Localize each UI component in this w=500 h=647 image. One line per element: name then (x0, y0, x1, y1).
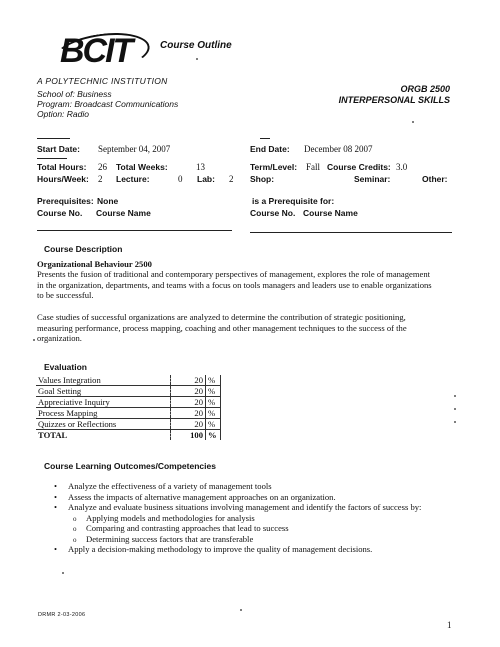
credits-label: Course Credits: (327, 162, 391, 172)
scan-speck (412, 121, 414, 123)
eval-unit: % (206, 375, 221, 386)
term-value: Fall (306, 162, 321, 172)
eval-value: 20 (171, 386, 206, 397)
scan-speck (240, 609, 242, 611)
other-label: Other: (422, 174, 448, 184)
start-date-value: September 04, 2007 (98, 144, 171, 154)
shop-label: Shop: (250, 174, 275, 184)
list-item: • Analyze the effectiveness of a variety of management tools (50, 481, 470, 492)
credits-value: 3.0 (396, 162, 408, 172)
total-hours-label: Total Hours: (37, 162, 87, 172)
eval-name: Process Mapping (36, 408, 171, 419)
list-item: • Apply a decision-making methodology to improve the quality of management decisions. (50, 544, 470, 555)
program: Program: Broadcast Communications (37, 99, 179, 109)
eval-name: Appreciative Inquiry (36, 397, 171, 408)
course-title: INTERPERSONAL SKILLS (338, 95, 450, 105)
course-no-label-2: Course No. (250, 208, 296, 218)
prereq-line-left (37, 230, 232, 231)
course-code: ORGB 2500 (400, 84, 450, 94)
prereq-value: None (97, 196, 119, 206)
option: Option: Radio (37, 109, 89, 119)
description-line: in the organization, departments, and teams with a focus on tools managers and leaders use to enable organizations (37, 279, 432, 290)
list-item (50, 502, 470, 544)
end-date-value: December 08 2007 (304, 144, 373, 154)
divider (260, 138, 270, 139)
eval-total-label: TOTAL (36, 430, 171, 441)
eval-total-unit: % (206, 430, 221, 441)
doc-type: Course Outline (160, 40, 232, 51)
total-weeks-value: 13 (196, 162, 205, 172)
scan-speck (196, 58, 198, 60)
school: School of: Business (37, 89, 112, 99)
description-line: to be successful. (37, 290, 94, 301)
eval-value: 20 (171, 397, 206, 408)
course-name-label-2: Course Name (303, 208, 358, 218)
term-label: Term/Level: (250, 162, 298, 172)
description-line: Presents the fusion of traditional and contemporary perspectives of management, explores the role of management (37, 269, 431, 279)
form-code: DRMR 2-03-2006 (38, 612, 86, 618)
eval-value: 20 (171, 375, 206, 386)
description-subtitle: Organizational Behaviour 2500 (37, 259, 152, 269)
eval-name: Values Integration (36, 375, 171, 386)
table-row (36, 375, 221, 386)
lab-value: 2 (229, 174, 234, 184)
total-hours-value: 26 (98, 162, 107, 172)
outcomes-sublist (68, 513, 470, 545)
table-row (36, 419, 221, 430)
outcomes-list (50, 481, 470, 555)
table-row (36, 408, 221, 419)
scan-speck (454, 395, 456, 397)
start-date-label: Start Date: (37, 144, 80, 154)
is-prereq-label: is a Prerequisite for: (252, 196, 335, 206)
lecture-label: Lecture: (116, 174, 150, 184)
description-line: Case studies of successful organizations are analyzed to determine the contribution of strategic positioning, (37, 312, 406, 322)
sub-list-item: o Applying models and methodologies for analysis (68, 513, 470, 524)
evaluation-heading: Evaluation (44, 362, 87, 372)
course-name-label: Course Name (96, 208, 151, 218)
total-weeks-label: Total Weeks: (116, 162, 168, 172)
hours-week-label: Hours/Week: (37, 174, 89, 184)
scan-speck (62, 572, 64, 574)
table-row-total (36, 430, 221, 441)
eval-unit: % (206, 397, 221, 408)
scan-speck (454, 408, 456, 410)
eval-unit: % (206, 408, 221, 419)
sub-list-item: o Determining success factors that are transferable (68, 534, 470, 545)
institution: A POLYTECHNIC INSTITUTION (37, 76, 168, 86)
divider (37, 158, 67, 159)
list-item-text: Analyze and evaluate business situations involving management and identify the factors of success by: (68, 502, 422, 512)
outcomes-heading: Course Learning Outcomes/Competencies (44, 461, 216, 471)
eval-name: Quizzes or Reflections (36, 419, 171, 430)
list-item: • Assess the impacts of alternative management approaches on an organization. (50, 492, 470, 503)
eval-name: Goal Setting (36, 386, 171, 397)
end-date-label: End Date: (250, 144, 290, 154)
description-line: organization. (37, 333, 82, 344)
lecture-value: 0 (178, 174, 183, 184)
table-row (36, 397, 221, 408)
table-row (36, 386, 221, 397)
prereq-label: Prerequisites: (37, 196, 94, 206)
eval-unit: % (206, 419, 221, 430)
hours-week-value: 2 (98, 174, 103, 184)
divider (37, 138, 70, 139)
scan-speck (454, 421, 456, 423)
eval-value: 20 (171, 408, 206, 419)
page-number: 1 (447, 620, 452, 630)
seminar-label: Seminar: (354, 174, 391, 184)
course-no-label: Course No. (37, 208, 83, 218)
logo-text: BCIT (60, 32, 132, 70)
description-paragraph-1 (37, 269, 467, 301)
eval-total-value: 100 (171, 430, 206, 441)
eval-unit: % (206, 386, 221, 397)
scan-speck (33, 339, 35, 341)
sub-list-item: o Comparing and contrasting approaches that lead to success (68, 523, 470, 534)
bcit-logo (60, 32, 140, 70)
description-paragraph-2 (37, 312, 467, 344)
prereq-line-right (250, 232, 452, 233)
lab-label: Lab: (197, 174, 215, 184)
evaluation-table (36, 375, 221, 440)
description-heading: Course Description (44, 244, 123, 254)
description-line: measuring performance, process mapping, coaching and other management techniques to the success of the (37, 322, 407, 333)
eval-value: 20 (171, 419, 206, 430)
